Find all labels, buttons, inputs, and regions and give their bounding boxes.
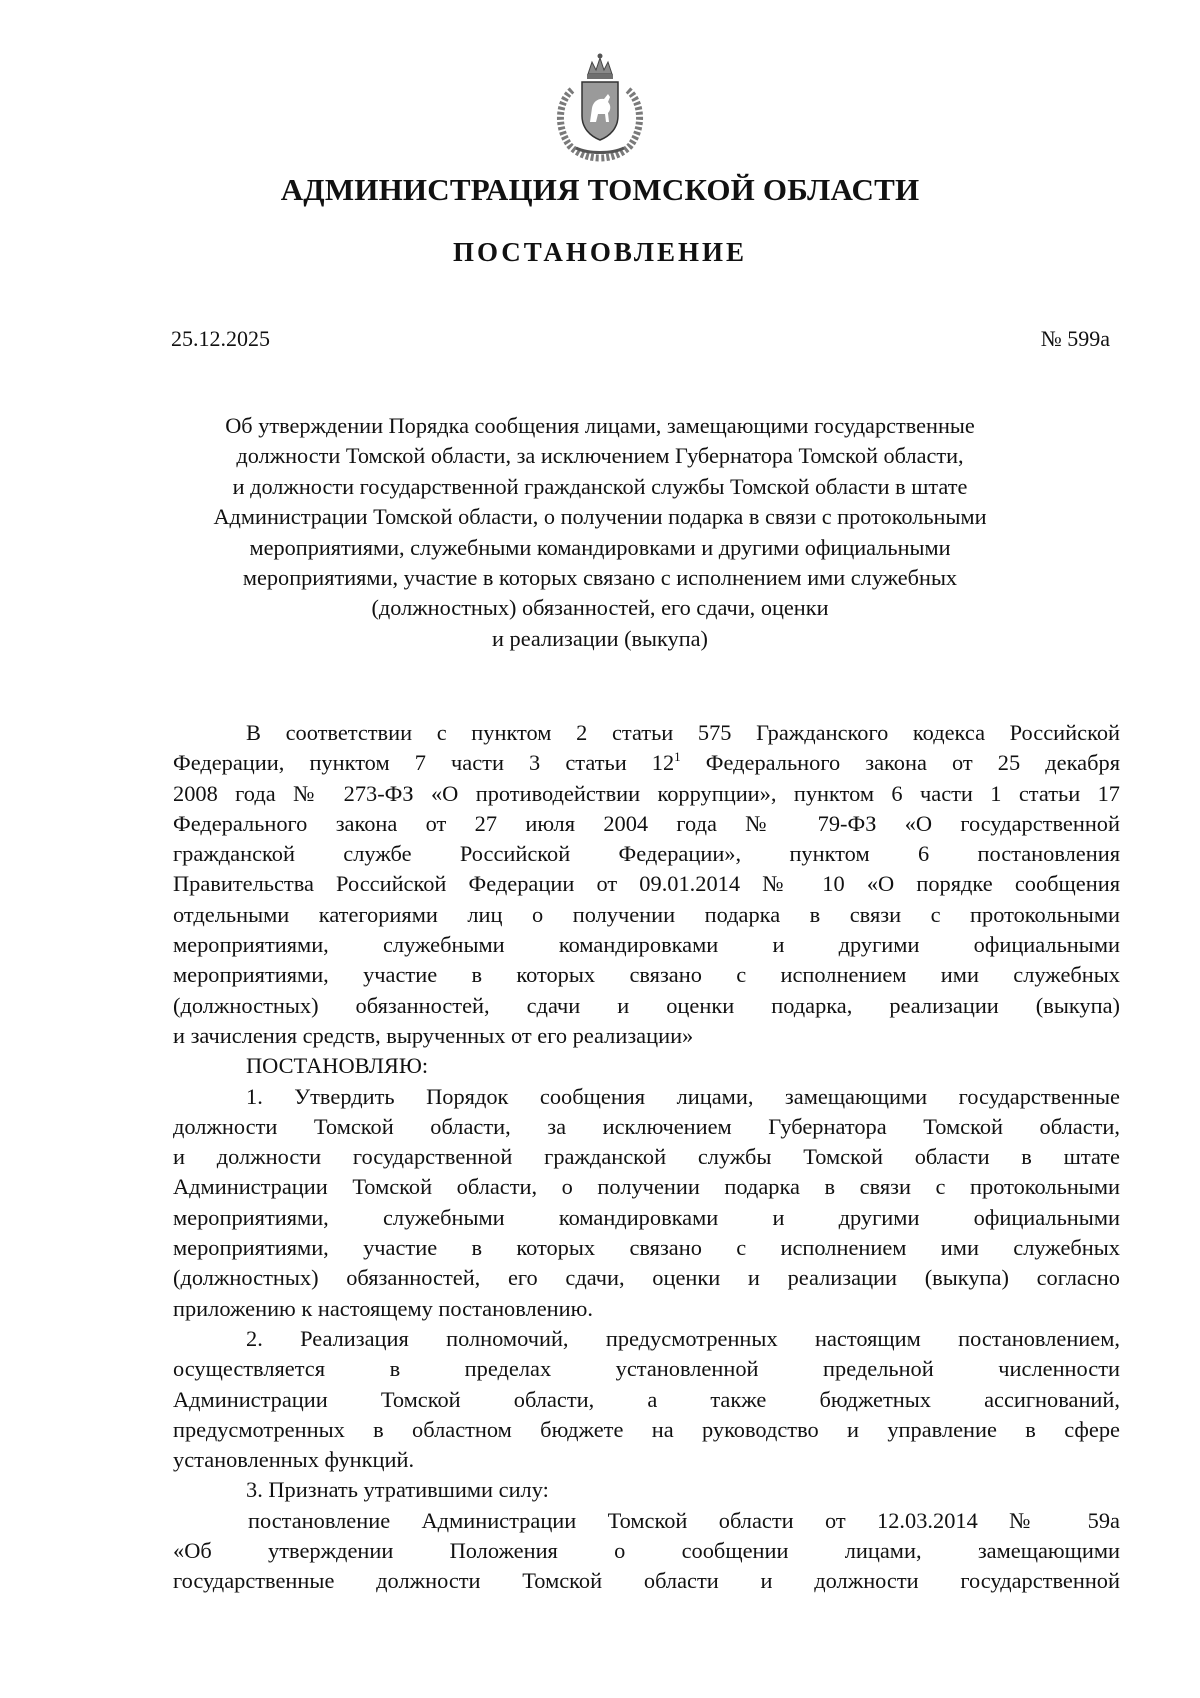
- subject-line: Администрации Томской области, о получении подарка в связи с протокольными: [213, 504, 987, 530]
- item-2-line: предусмотренных в областном бюджете на руководство и управление в сфере: [173, 1416, 1120, 1442]
- item-1-line: должности Томской области, за исключением Губернатора Томской области,: [173, 1113, 1120, 1139]
- item-1-line: и должности государственной гражданской службы Томской области в штате: [173, 1144, 1120, 1170]
- document-type-title: ПОСТАНОВЛЕНИЕ: [452, 237, 748, 267]
- document-subject: [150, 411, 1050, 654]
- subject-line: и должности государственной гражданской службы Томской области в штате: [232, 473, 968, 499]
- item-1-line: мероприятиями, служебными командировками и другими официальными: [173, 1204, 1120, 1230]
- item-3-line: государственные должности Томской области и должности государственной: [173, 1568, 1120, 1594]
- document-body: [173, 718, 1120, 1597]
- document-date: 25.12.2025: [171, 326, 270, 351]
- preamble-line: и зачисления средств, вырученных от его реализации»: [173, 1022, 694, 1048]
- tomsk-oblast-coat-of-arms-icon: [550, 50, 650, 162]
- subject-line: Об утверждении Порядка сообщения лицами, замещающими государственные: [225, 413, 975, 438]
- subject-line: и реализации (выкупа): [492, 625, 708, 651]
- item-2-line: установленных функций.: [173, 1447, 415, 1473]
- emblem: [0, 50, 1200, 162]
- preamble-line: мероприятиями, служебными командировками и другими официальными: [173, 932, 1120, 958]
- organization-title: АДМИНИСТРАЦИЯ ТОМСКОЙ ОБЛАСТИ: [280, 172, 920, 207]
- preamble-line: В соответствии с пунктом 2 статьи 575 Гражданского кодекса Российской: [246, 720, 1120, 745]
- item-2-line: 2. Реализация полномочий, предусмотренных настоящим постановлением,: [246, 1325, 1120, 1351]
- preamble-text: Федерального закона от 25 декабря: [680, 750, 1120, 776]
- resolve-word: ПОСТАНОВЛЯЮ:: [246, 1053, 429, 1079]
- superscript: 1: [674, 749, 681, 765]
- subject-line: (должностных) обязанностей, его сдачи, оценки: [371, 595, 829, 621]
- preamble-line: отдельными категориями лиц о получении подарка в связи с протокольными: [173, 901, 1120, 927]
- subject-line: должности Томской области, за исключением Губернатора Томской области,: [236, 443, 964, 469]
- preamble-line: мероприятиями, участие в которых связано с исполнением ими служебных: [173, 962, 1120, 988]
- item-1-line: мероприятиями, участие в которых связано с исполнением ими служебных: [173, 1235, 1120, 1261]
- preamble-line: гражданской службе Российской Федерации», пунктом 6 постановления: [173, 841, 1120, 867]
- preamble-line-with-superscript: [173, 748, 1120, 778]
- preamble-line: Федерального закона от 27 июля 2004 года № 79-ФЗ «О государственной: [173, 810, 1120, 836]
- subject-line: мероприятиями, служебными командировками и другими официальными: [249, 534, 951, 560]
- preamble-line: Правительства Российской Федерации от 09.01.2014 № 10 «О порядке сообщения: [173, 871, 1120, 897]
- item-3-heading: 3. Признать утратившими силу:: [246, 1477, 549, 1503]
- item-2-line: Администрации Томской области, а также бюджетных ассигнований,: [173, 1386, 1120, 1412]
- item-1-line: (должностных) обязанностей, его сдачи, оценки и реализации (выкупа) согласно: [173, 1265, 1120, 1291]
- preamble-line: (должностных) обязанностей, сдачи и оценки подарка, реализации (выкупа): [173, 992, 1120, 1018]
- item-3-line: постановление Администрации Томской области от 12.03.2014 № 59а: [248, 1507, 1120, 1533]
- item-1-line: Администрации Томской области, о получении подарка в связи с протокольными: [173, 1174, 1120, 1200]
- item-1-line: приложению к настоящему постановлению.: [173, 1295, 593, 1321]
- document-number: № 599а: [1040, 326, 1110, 351]
- subject-line: мероприятиями, участие в которых связано с исполнением ими служебных: [242, 565, 958, 591]
- preamble-line: 2008 года № 273-ФЗ «О противодействии коррупции», пунктом 6 части 1 статьи 17: [173, 780, 1120, 806]
- preamble-text: Федерации, пунктом 7 части 3 статьи 12: [173, 750, 675, 776]
- item-3-line: «Об утверждении Положения о сообщении лицами, замещающими: [173, 1538, 1120, 1564]
- item-2-line: осуществляется в пределах установленной предельной численности: [173, 1356, 1120, 1382]
- item-1-line: 1. Утвердить Порядок сообщения лицами, замещающими государственные: [246, 1083, 1120, 1109]
